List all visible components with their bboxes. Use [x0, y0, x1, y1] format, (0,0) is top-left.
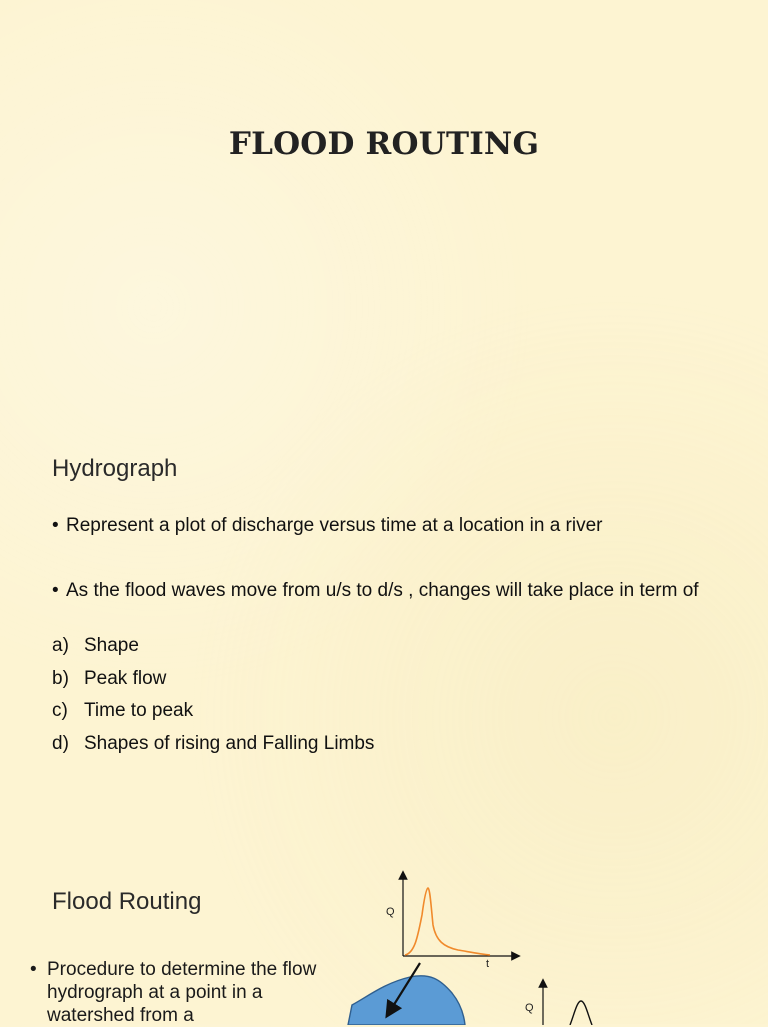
upstream-hydrograph [386, 875, 516, 970]
y-axis-label: Q [525, 1002, 534, 1014]
list-marker: b) [52, 667, 69, 689]
y-axis-label: Q [386, 906, 395, 918]
outflow-hydrograph-curve [570, 1001, 592, 1025]
watershed [348, 963, 465, 1025]
list-marker: a) [52, 635, 69, 656]
bullet-text: Represent a plot of discharge versus time at a location in a river [66, 515, 603, 536]
list-marker: c) [52, 700, 68, 721]
bullet-dot: • [52, 515, 59, 536]
title-slide [0, 0, 768, 425]
list-item [52, 635, 652, 668]
bullet-text: Procedure to determine the flow hydrograph at a point in a watershed from a [47, 959, 317, 1026]
flood-routing-slide [0, 835, 768, 1024]
downstream-hydrograph [525, 983, 592, 1025]
slide-title: FLOOD ROUTING [228, 126, 540, 162]
list-item [52, 668, 652, 701]
bullet-item [52, 515, 742, 537]
bullet-dot: • [30, 959, 37, 980]
list-item [52, 700, 652, 733]
bullet-dot: • [52, 580, 59, 601]
hydrograph-slide [0, 425, 768, 835]
list-text: Shapes of rising and Falling Limbs [84, 732, 375, 754]
bullet-text: As the flood waves move from u/s to d/s , changes will take place in term of [66, 580, 699, 601]
x-axis-label: t [486, 958, 490, 970]
list-item [52, 733, 652, 766]
list-text: Shape [84, 635, 139, 656]
list-marker: d) [52, 732, 69, 754]
routing-diagram [330, 855, 630, 1025]
changes-list [52, 635, 652, 765]
bullet-item [30, 958, 330, 1027]
list-text: Peak flow [84, 667, 167, 689]
inflow-hydrograph-curve [405, 888, 490, 955]
slide-heading-hydrograph: Hydrograph [52, 455, 178, 482]
slide-heading-flood-routing: Flood Routing [52, 888, 202, 915]
bullet-item [52, 580, 742, 602]
list-text: Time to peak [84, 700, 194, 721]
